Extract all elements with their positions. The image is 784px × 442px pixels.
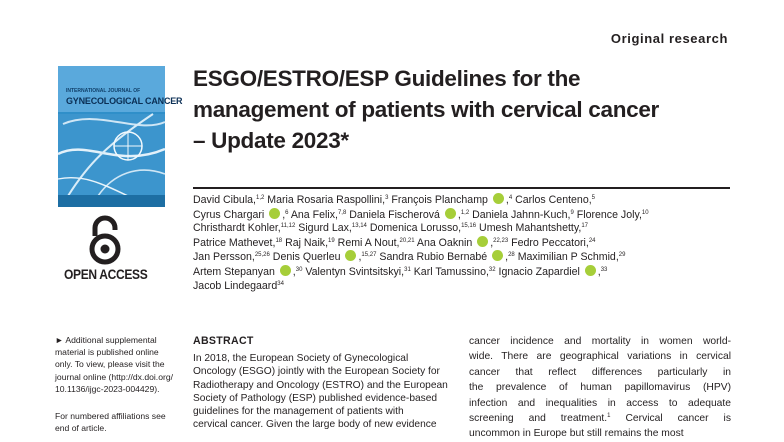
orcid-icon[interactable] <box>585 265 596 276</box>
title-divider <box>193 187 730 189</box>
author-line[interactable]: Christhardt Kohler,$^{11,12}$ Sigurd Lax,$^{13,14}$ Domenica Lorusso,$^{15,16}$ Umesh Mahantshetty,$^{17}$ <box>193 222 588 235</box>
orcid-icon[interactable] <box>280 265 291 276</box>
cover-artwork <box>58 114 165 196</box>
cover-journal-subtitle: INTERNATIONAL JOURNAL OF <box>66 88 141 94</box>
body-line: wide. There are geographical variations in cervical <box>469 351 731 363</box>
body-line: cancer incidence and mortality in women world- <box>469 336 731 347</box>
supplemental-material-note <box>55 334 175 395</box>
abstract-line: In 2018, the European Society of Gynecological <box>193 353 409 364</box>
note-line: ► Additional supplemental <box>55 335 157 345</box>
journal-cover[interactable] <box>58 66 183 207</box>
note-link-line[interactable]: 10.1136/ijgc-2023-004429). <box>55 383 160 394</box>
abstract-line: Society of Pathology (ESP) published evidence-based <box>193 392 438 404</box>
body-line: cancer that reflect differences particularly in <box>469 366 731 378</box>
author-list <box>193 193 733 293</box>
note-link-line[interactable]: journal online (http://dx.doi.org/ <box>55 371 173 382</box>
abstract-line: Radiotherapy and Oncology (ESTRO) and the European <box>193 379 448 391</box>
affiliations-note <box>55 410 175 434</box>
body-line: infection and inequalities in access to adequate <box>469 397 731 409</box>
abstract-line: cervical cancer. Given the large body of new evidence <box>193 419 437 431</box>
author-line[interactable]: Jacob Lindegaard$^{34}$ <box>193 279 284 292</box>
note-line: only. To view, please visit the <box>55 359 165 370</box>
section-label: Original research <box>610 31 728 46</box>
author-line[interactable]: Cyrus Chargari ,$^6$ Ana Felix,$^{7,8}$ Daniela Fischerová ,$^{1,2}$ Daniela Jahnn-Kuch,$^9$ Florence Joly,$^{10}$ <box>193 208 649 221</box>
orcid-icon[interactable] <box>345 250 356 261</box>
open-access-icon <box>86 215 124 265</box>
note-line: For numbered affiliations see <box>55 411 166 421</box>
note-line: material is published online <box>55 347 159 358</box>
author-line[interactable]: Artem Stepanyan ,$^{30}$ Valentyn Svintsitskyi,$^{31}$ Karl Tamussino,$^{32}$ Ignacio Zapardiel ,$^{33}$ <box>193 265 608 278</box>
orcid-icon[interactable] <box>477 236 488 247</box>
title-line: ESGO/ESTRO/ESP Guidelines for the <box>193 66 581 91</box>
author-line[interactable]: David Cibula,$^{1,2}$ Maria Rosaria Raspollini,$^3$ François Planchamp ,$^4$ Carlos Centeno,$^5$ <box>193 194 595 206</box>
author-line[interactable]: Patrice Mathevet,$^{18}$ Raj Naik,$^{19}$ Remi A Nout,$^{20,21}$ Ana Oaknin ,$^{22,23}$ Fedro Peccatori,$^{24}$ <box>193 236 596 249</box>
orcid-icon[interactable] <box>492 250 503 261</box>
orcid-icon[interactable] <box>493 193 504 204</box>
body-text-column <box>469 334 731 442</box>
cover-footer <box>58 195 165 207</box>
body-line: the prevalence of human papillomavirus (HPV) <box>469 382 731 394</box>
note-line: end of article. <box>55 423 107 434</box>
abstract-text <box>193 352 450 432</box>
open-access-label: OPEN ACCESS <box>64 266 148 282</box>
author-line[interactable]: Jan Persson,$^{25,26}$ Denis Querleu ,$^{15,27}$ Sandra Rubio Bernabé ,$^{28}$ Maximilian P Schmid,$^{29}$ <box>193 251 626 264</box>
abstract-heading: ABSTRACT <box>193 335 254 347</box>
cover-journal-title: GYNECOLOGICAL CANCER <box>66 96 183 106</box>
title-line: management of patients with cervical cancer <box>193 97 660 122</box>
body-line: screening and treatment.$^1$ Cervical cancer is <box>469 412 731 424</box>
abstract-line: Oncology (ESGO) jointly with the European Society for <box>193 366 440 378</box>
orcid-icon[interactable] <box>269 208 280 219</box>
body-line: uncommon in Europe but still remains the most <box>469 428 684 440</box>
orcid-icon[interactable] <box>445 208 456 219</box>
article-title <box>193 63 753 156</box>
title-line: – Update 2023* <box>193 128 349 153</box>
abstract-line: guidelines for the management of patients with <box>193 406 404 418</box>
